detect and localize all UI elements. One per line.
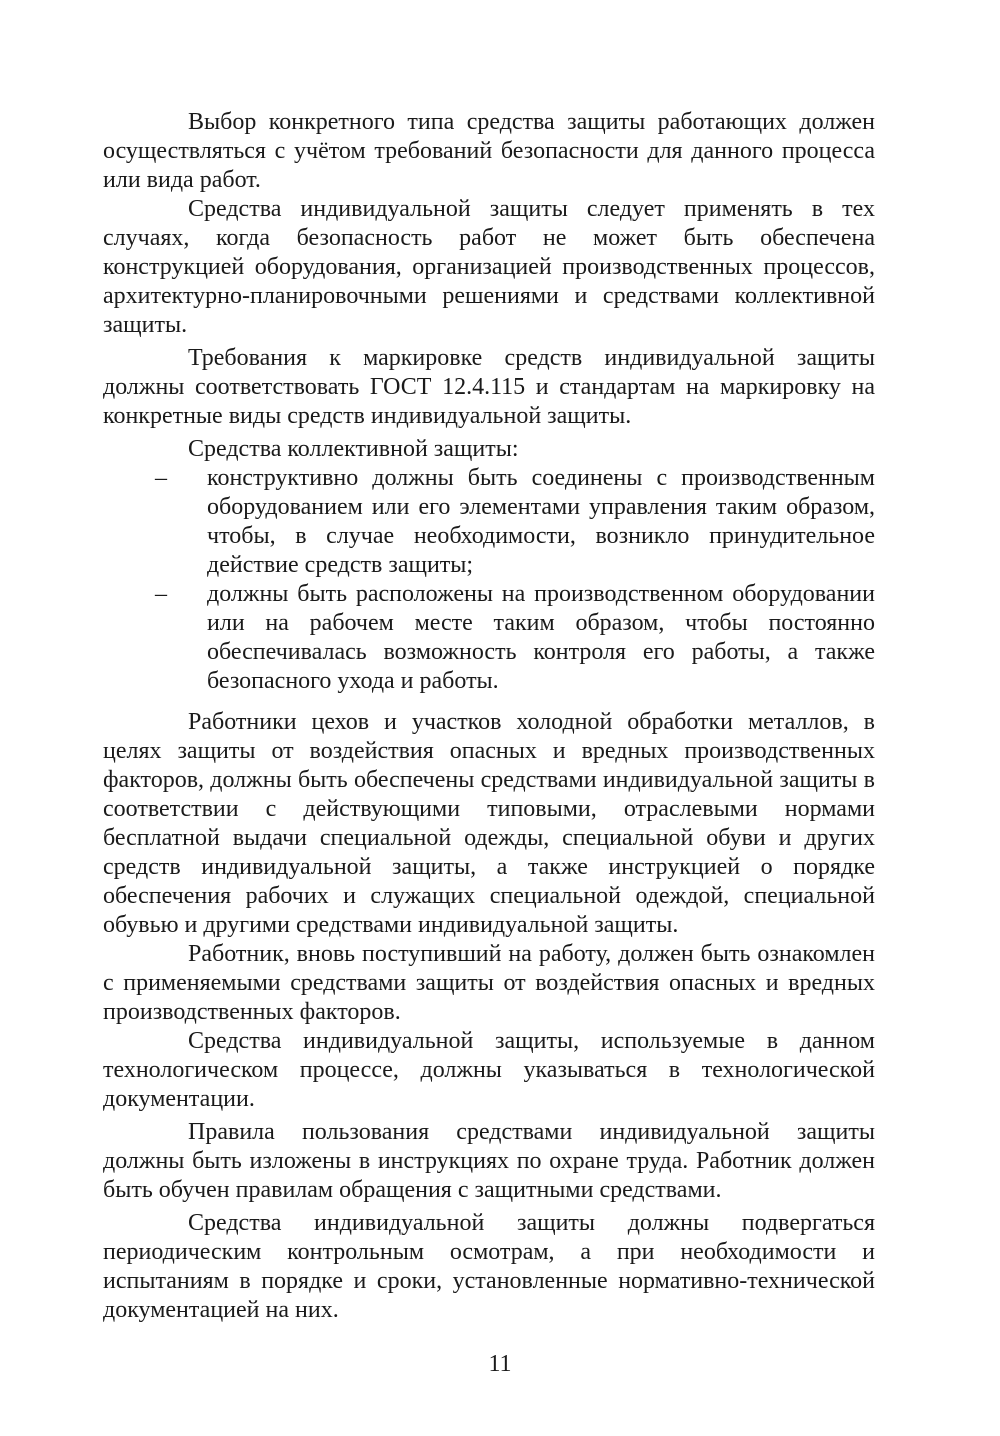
list-item <box>103 464 875 580</box>
list-intro: Средства коллективной защиты: <box>188 436 519 462</box>
paragraph: Средства индивидуальной защиты должны подвергаться периодическим контрольным осмотрам, а при необходимости и испытаниям в порядке и сроки, установленные нормативно-технической документацией на них. <box>103 1210 875 1323</box>
dash-marker: – <box>155 465 167 491</box>
paragraph: Работники цехов и участков холодной обработки металлов, в целях защиты от воздействия опасных и вредных производственных факторов, должны быть обеспечены средствами индивидуальной защиты в соответствии с действующими типовыми, отраслевыми нормами бесплатной выдачи специальной одежды, специальной обуви и других средств индивидуальной защиты, а также инструкцией о порядке обеспечения рабочих и служащих специальной одеждой, специальной обувью и другими средствами индивидуальной защиты. <box>103 709 875 938</box>
paragraph: Средства индивидуальной защиты следует применять в тех случаях, когда безопасность работ не может быть обеспечена конструкцией оборудования, организацией производственных процессов, архитектурно-планировочными решениями и средствами коллективной защиты. <box>103 196 875 338</box>
list-item <box>103 580 875 696</box>
bullet-list <box>103 464 875 696</box>
paragraph: Выбор конкретного типа средства защиты работающих должен осуществляться с учётом требований безопасности для данного процесса или вида работ. <box>103 109 875 193</box>
list-item-text: конструктивно должны быть соединены с производственным оборудованием или его элементами управления таким образом, чтобы, в случае необходимости, возникло принудительное действие средств защиты; <box>207 465 875 578</box>
paragraph: Требования к маркировке средств индивидуальной защиты должны соответствовать ГОСТ 12.4.115 и стандартам на маркировку на конкретные виды средств индивидуальной защиты. <box>103 345 875 429</box>
paragraph: Работник, вновь поступивший на работу, должен быть ознакомлен с применяемыми средствами защиты от воздействия опасных и вредных производственных факторов. <box>103 941 875 1025</box>
page-number: 11 <box>488 1351 512 1377</box>
dash-marker: – <box>155 581 167 607</box>
paragraph: Правила пользования средствами индивидуальной защиты должны быть изложены в инструкциях по охране труда. Работник должен быть обучен правилам обращения с защитными средствами. <box>103 1119 875 1203</box>
page-body <box>103 108 875 1325</box>
paragraph: Средства индивидуальной защиты, используемые в данном технологическом процессе, должны указываться в технологической документации. <box>103 1028 875 1112</box>
list-item-text: должны быть расположены на производственном оборудовании или на рабочем месте таким образом, чтобы постоянно обеспечивалась возможность контроля его работы, а также безопасного ухода и работы. <box>207 581 875 694</box>
